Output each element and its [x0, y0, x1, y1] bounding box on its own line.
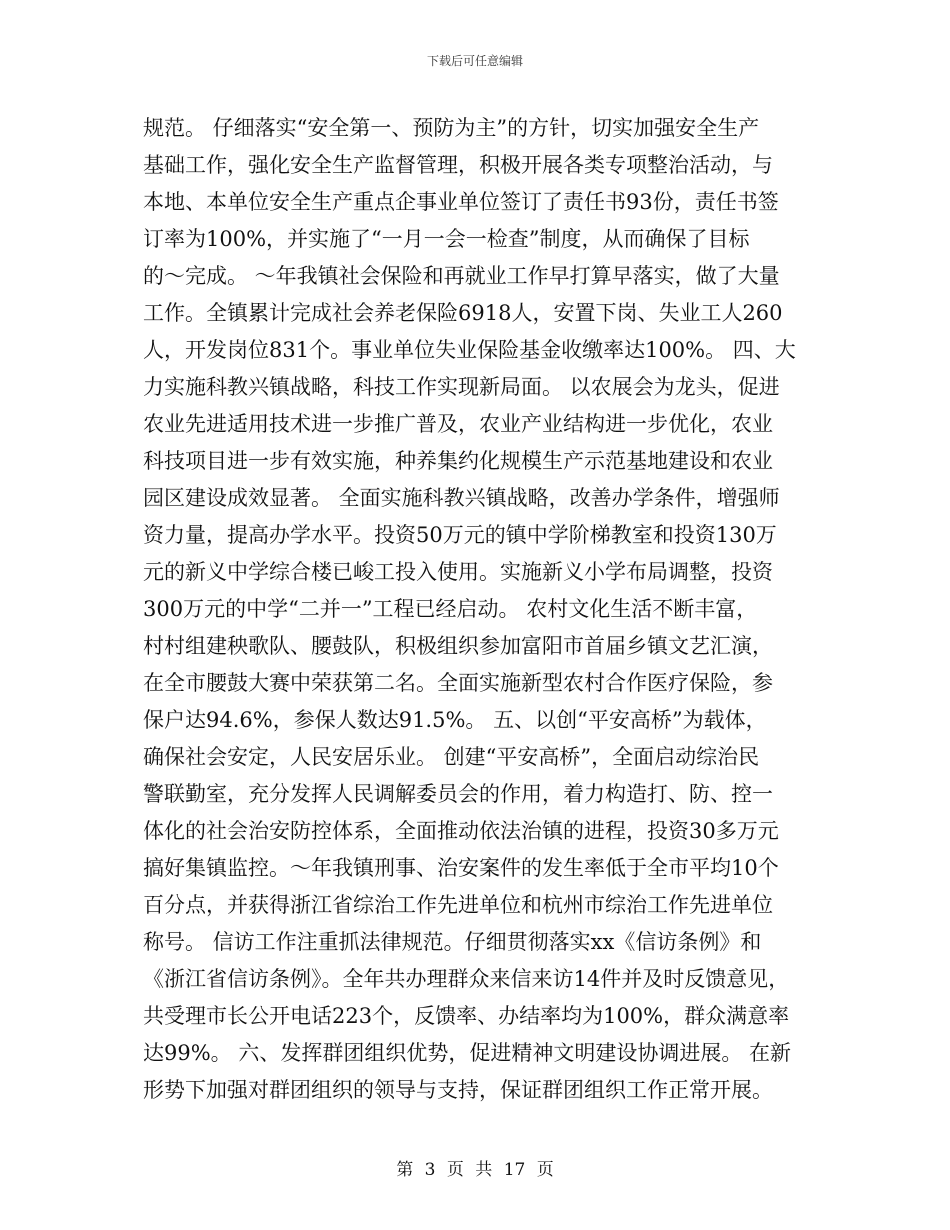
text-line: 形势下加强对群团组织的领导与支持，保证群团组织工作正常开展。 [143, 1078, 773, 1102]
text-line: 工作。全镇累计完成社会养老保险6918人，安置下岗、失业工人260 [143, 301, 783, 325]
text-line: 体化的社会治安防控体系，全面推动依法治镇的进程，投资30多万元 [143, 819, 779, 843]
text-line: 元的新义中学综合楼已峻工投入使用。实施新义小学布局调整，投资 [143, 560, 773, 584]
text-line: 搞好集镇监控。～年我镇刑事、治安案件的发生率低于全市平均10个 [143, 856, 779, 880]
text-line: 称号。 信访工作注重抓法律规范。仔细贯彻落实xx《信访条例》和 [143, 930, 762, 954]
text-line: 保户达94.6%，参保人数达91.5%。 五、以创“平安高桥”为载体， [143, 708, 767, 732]
text-line: 人，开发岗位831个。事业单位失业保险基金收缴率达100%。 四、大 [143, 338, 796, 362]
text-line: 力实施科教兴镇战略，科技工作实现新局面。 以农展会为龙头，促进 [143, 375, 780, 399]
text-line: 基础工作，强化安全生产监督管理，积极开展各类专项整治活动，与 [143, 153, 773, 177]
text-line: 农业先进适用技术进一步推广普及，农业产业结构进一步优化，农业 [143, 412, 773, 436]
text-line: 确保社会安定，人民安居乐业。 创建“平安高桥”，全面启动综治民 [143, 745, 760, 769]
text-line: 达99%。 六、发挥群团组织优势，促进精神文明建设协调进展。 在新 [143, 1041, 792, 1065]
text-line: 科技项目进一步有效实施，种养集约化规模生产示范基地建设和农业 [143, 449, 773, 473]
text-line: 资力量，提高办学水平。投资50万元的镇中学阶梯教室和投资130万 [143, 523, 777, 547]
text-line: 300万元的中学“二并一”工程已经启动。 农村文化生活不断丰富， [143, 597, 758, 621]
text-line: 规范。 仔细落实“安全第一、预防为主”的方针，切实加强安全生产 [143, 116, 760, 140]
text-line: 在全市腰鼓大赛中荣获第二名。全面实施新型农村合作医疗保险，参 [143, 671, 773, 695]
text-line: 《浙江省信访条例》。全年共办理群众来信来访14件并及时反馈意见， [143, 967, 790, 991]
text-line: 园区建设成效显著。 全面实施科教兴镇战略，改善办学条件，增强师 [143, 486, 780, 510]
text-line: 订率为100%，并实施了“一月一会一检查”制度，从而确保了目标 [143, 227, 750, 251]
text-line: 本地、本单位安全生产重点企事业单位签订了责任书93份，责任书签 [143, 190, 779, 214]
text-line: 村村组建秧歌队、腰鼓队，积极组织参加富阳市首届乡镇文艺汇演， [143, 634, 773, 658]
page-number: 第 3 页 共 17 页 [396, 1160, 554, 1180]
text-line: 警联勤室，充分发挥人民调解委员会的作用，着力构造打、防、控一 [143, 782, 773, 806]
text-line: 百分点，并获得浙江省综治工作先进单位和杭州市综治工作先进单位 [143, 893, 773, 917]
text-line: 共受理市长公开电话223个，反馈率、办结率均为100%，群众满意率 [143, 1004, 790, 1028]
text-line: 的～完成。 ～年我镇社会保险和再就业工作早打算早落实，做了大量 [143, 264, 780, 288]
page-header: 下载后可任意编辑 [426, 54, 523, 68]
document-body [143, 110, 833, 1109]
